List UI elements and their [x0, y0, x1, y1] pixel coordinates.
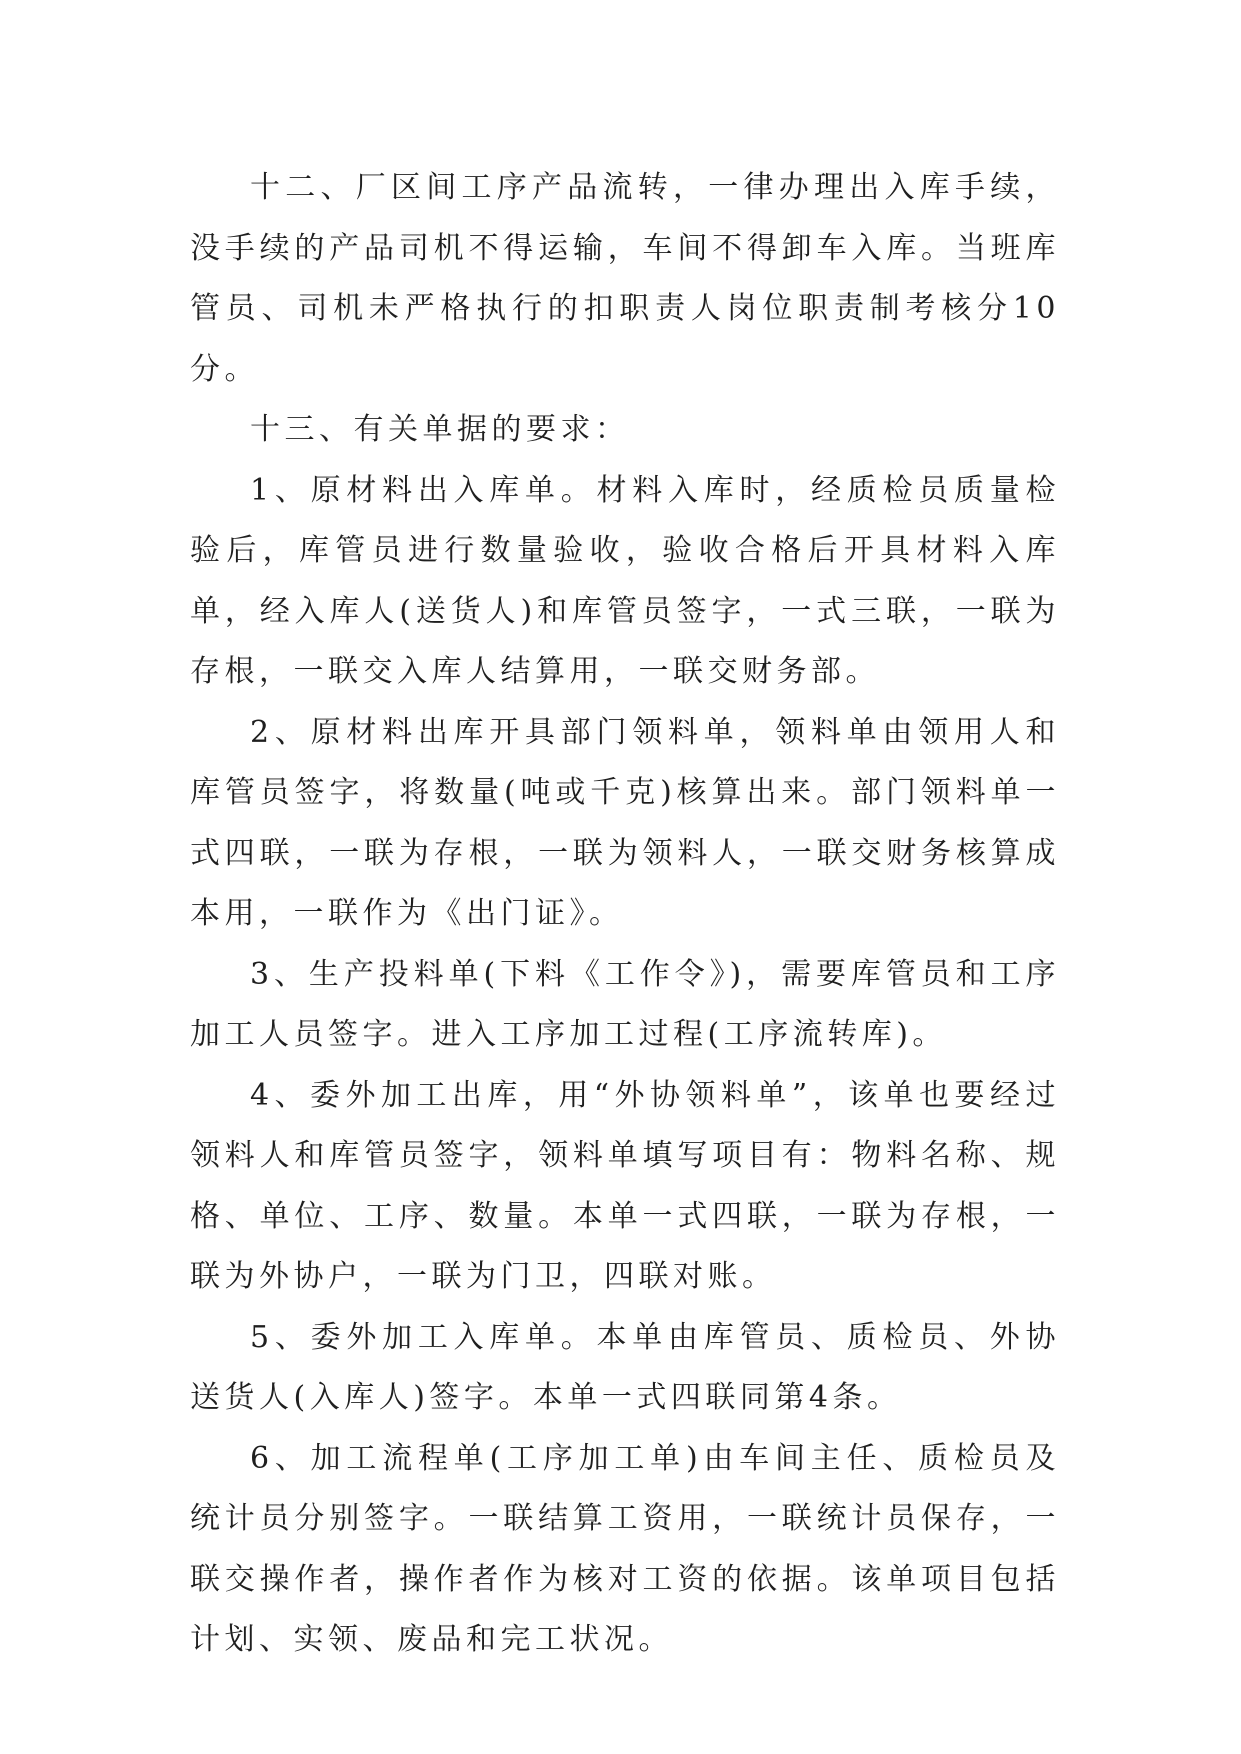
paragraph-item-5: 5、委外加工入库单。本单由库管员、质检员、外协送货人(入库人)签字。本单一式四联同第4条。: [190, 1319, 1060, 1415]
paragraph-item-6: 6、加工流程单(工序加工单)由车间主任、质检员及统计员分别签字。一联结算工资用，一联统计员保存，一联交操作者，操作者作为核对工资的依据。该单项目包括计划、实领、废品和完工状况。: [190, 1440, 1060, 1657]
paragraph-item-2: 2、原材料出库开具部门领料单，领料单由领用人和库管员签字，将数量(吨或千克)核算出来。部门领料单一式四联，一联为存根，一联为领料人，一联交财务核算成本用，一联作为《出门证》。: [190, 714, 1060, 931]
paragraph-item-4: 4、委外加工出库，用“外协领料单”，该单也要经过领料人和库管员签字，领料单填写项目有：物料名称、规格、单位、工序、数量。本单一式四联，一联为存根，一联为外协户，一联为门卫，四联对账。: [190, 1077, 1060, 1294]
document-body: [190, 158, 1060, 1671]
paragraph-12-product-transfer: 十二、厂区间工序产品流转，一律办理出入库手续，没手续的产品司机不得运输，车间不得卸车入库。当班库管员、司机未严格执行的扣职责人岗位职责制考核分10分。: [190, 170, 1060, 387]
paragraph-13-document-requirements: 十三、有关单据的要求：: [250, 412, 630, 447]
paragraph-item-3: 3、生产投料单(下料《工作令》)，需要库管员和工序加工人员签字。进入工序加工过程(工序流转库)。: [190, 956, 1060, 1052]
paragraph-item-1: 1、原材料出入库单。材料入库时，经质检员质量检验后，库管员进行数量验收，验收合格后开具材料入库单，经入库人(送货人)和库管员签字，一式三联，一联为存根，一联交入库人结算用，一联交财务部。: [190, 472, 1060, 689]
